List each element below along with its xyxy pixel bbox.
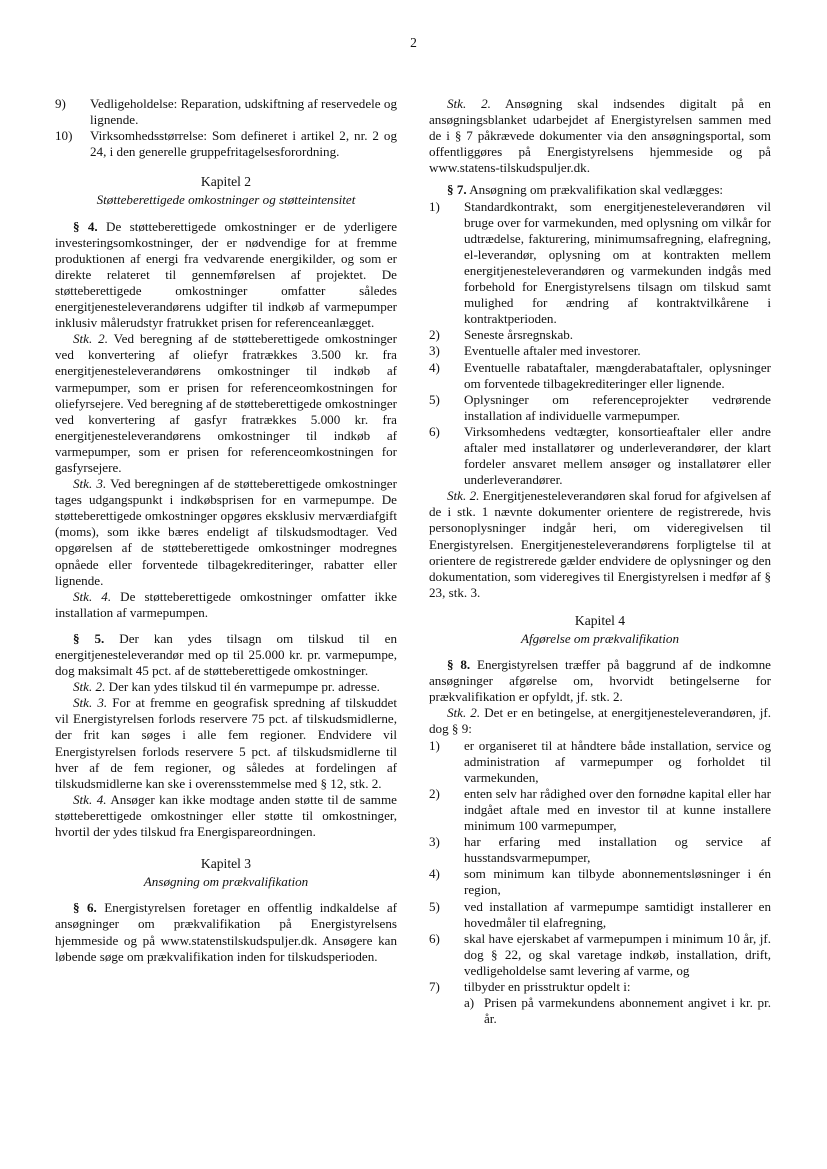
chapter-4-subtitle: Afgørelse om prækvalifikation xyxy=(520,631,680,646)
section-7-item: 2) Seneste årsregnskab. xyxy=(429,327,574,343)
stk-text: Ansøger kan ikke modtage anden støtte til de samme støtteberettigede omkostninger eller støtte til omkostninger, hvortil der ydes tilskud fra Energispareordningen. xyxy=(55,791,397,840)
section-7-item: 5) Oplysninger om referenceprojekter vedrørende installation af individuelle varmepumper. xyxy=(429,391,771,423)
section-text: De støtteberettigede omkostninger er de yderligere investeringsomkostninger, der er nødvendige for at fremme produktionen af energi fra vedvarende energikilder, og som er direkte relateret til gennemførelsen af projektet. De støtteberettigede omkostninger omfatter således energitjenesteleverandørens udgifter til indkøb af varmepumper inklusiv målerudstyr fratrukket prisen for referenceanlægget. xyxy=(55,218,398,331)
chapter-4-title: Kapitel 4 xyxy=(574,612,626,628)
section-mark: § 4. xyxy=(73,218,98,234)
section-8-item: 2) enten selv har rådighed over den fornødne kapital eller har indgået aftale med en investor til at kunne installere minimum 100 varmepumper, xyxy=(429,785,771,834)
stk-label: Stk. 2. xyxy=(447,705,481,721)
section-7-item: 1) Standardkontrakt, som energitjenesteleverandøren vil bruge over for varmekunden, med oplysning om vilkår for udtrædelse, fakturering, minimumsafregning, elafregning, el-leverandør, oplysning om at kontrakten mellem energitjenesteleverandøren og varmekunden indgås med forbehold for Energistyrelsens tilsagn om tilskud samt mulighed for ændring af kontraktvilkårene i kontraktperioden. xyxy=(429,198,771,327)
chapter-3-title: Kapitel 3 xyxy=(200,856,252,872)
section-8-sub-item: a) Prisen på varmekundens abonnement angivet i kr. pr. år. xyxy=(464,995,771,1027)
definition-item-10 xyxy=(55,128,397,160)
section-8-item: 7) tilbyder en prisstruktur opdelt i: xyxy=(429,978,631,994)
section-mark: § 8. xyxy=(447,657,471,673)
section-4-stk-3 xyxy=(55,476,397,589)
stk-text: Energitjenesteleverandøren skal forud for afgivelsen af de i stk. 1 nævnte dokumenter orientere de registrerede, hvis personoplysninger indgår heri, om videregivelsen til Energistyrelsen. Energitjenesteleverandørens forpligtelse til at orientere de registrerede gælder endvidere de oplysninger og den dokumentation, som videregives til Energistyrelsen i medfør af § 23, stk. 3. xyxy=(429,488,771,600)
section-8-item: 6) skal have ejerskabet af varmepumpen i minimum 10 år, jf. dog § 22, og skal varetage indkøb, installation, drift, vedligeholdelse samt levering af varme, og xyxy=(429,930,771,978)
section-7-stk-2 xyxy=(429,488,771,601)
section-5-stk-2 xyxy=(55,679,397,695)
stk-text: For at fremme en geografisk spredning af tilskuddet vil Energistyrelsen forlods reservere 75 pct. af tilskudsmidlerne, der frit kan søges i alle fem regioner. Endvidere vil Energistyrelsen forlods reservere 5 pct. af tilskudsmidlerne til hver af de fem regioner, og således at fordelingen af tilskudsmidlerne kan ske i overensstemmelse med § 12, stk. 2. xyxy=(55,695,397,791)
section-mark: § 6. xyxy=(73,900,97,916)
item-number: 9) xyxy=(55,96,66,111)
item-number: 10) xyxy=(55,128,73,144)
section-text: Energistyrelsen træffer på baggrund af de indkomne ansøgninger afgørelse om, hvorvidt betingelserne for prækvalifikation er opfyldt, jf. stk. 2. xyxy=(429,657,771,705)
section-8 xyxy=(429,657,771,705)
section-6-stk-2 xyxy=(429,96,771,176)
section-4-stk-4 xyxy=(55,589,397,621)
stk-text: Ved beregning af de støtteberettigede omkostninger ved konvertering af oliefyr fratrækkes 3.500 kr. fra energitjenesteleverandørens omkostninger til indkøb af varmepumper, som er prisen for referenceomkostningen for oliefyrsejere. Ved beregning af de støtteberettigede omkostninger ved konvertering af gasfyr fratrækkes 5.000 kr. fra energitjenesteleverandørens omkostninger til indkøb af varmepumper, som er prisen for referenceomkostningen for gasfyrsejere. xyxy=(55,331,397,475)
page-number: 2 xyxy=(410,35,417,50)
section-5 xyxy=(55,631,397,679)
section-8-item: 4) som minimum kan tilbyde abonnementsløsninger i én region, xyxy=(429,866,771,898)
section-mark: § 5. xyxy=(73,630,105,646)
stk-label: Stk. 4. xyxy=(73,588,112,604)
stk-text: De støtteberettigede omkostninger omfatter ikke installation af varmepumpen. xyxy=(55,588,397,620)
section-text: Energistyrelsen foretager en offentlig indkaldelse af ansøgninger om prækvalifikation på Energistyrelsens hjemmeside og på www.statenstilskudspuljer.dk. Ansøgere kan løbende søge om prækvalifikation inden for tilskudsperioden. xyxy=(55,900,397,964)
stk-text: Ved beregningen af de støtteberettigede omkostninger tages udgangspunkt i indkøbsprisen for en varmepumpe. De støtteberettigede omkostninger opgøres eksklusiv merværdiafgift (moms), som ikke bæres endeligt af tilskudsmodtager. Ved opgørelsen af de støtteberettigede omkostninger modregnes opnåede eller forventede tilbagekrediteringer, rabatter eller lignende. xyxy=(55,476,397,588)
stk-text: Ansøgning skal indsendes digitalt på en ansøgningsblanket udarbejdet af Energistyrelsen sammen med de i § 7 påkrævede dokumenter via den ansøgningsportal, som offentliggøres på Energistyrelsens hjemmeside og på www.statens-tilskudspuljer.dk. xyxy=(429,96,771,176)
section-6 xyxy=(55,900,397,964)
definition-item-9 xyxy=(55,96,397,128)
section-7-item: 6) Virksomhedens vedtægter, konsortieaftaler eller andre aftaler med installatører og underleverandører, der klart fordeler ansvaret mellem ansøger og installatører eller underleverandører. xyxy=(429,423,771,488)
chapter-2-title: Kapitel 2 xyxy=(200,174,252,190)
stk-text: Der kan ydes tilskud til én varmepumpe pr. adresse. xyxy=(108,679,380,695)
chapter-3-subtitle: Ansøgning om prækvalifikation xyxy=(143,874,309,890)
stk-label: Stk. 2. xyxy=(447,488,480,504)
stk-label: Stk. 2. xyxy=(73,331,108,347)
section-text: Der kan ydes tilsagn om tilskud til en energitjenesteleverandør med op til 25.000 kr. pr. varmepumpe, dog maksimalt 45 pct. af de støtteberettigede omkostninger. xyxy=(55,630,397,679)
section-8-stk-2 xyxy=(429,705,771,737)
section-7-item: 3) Eventuelle aftaler med investorer. xyxy=(429,343,641,359)
stk-text: Det er en betingelse, at energitjenesteleverandøren, jf. dog § 9: xyxy=(429,705,771,737)
section-7-item: 4) Eventuelle rabataftaler, mængderabataftaler, oplysninger om forventede tilbagekrediteringer eller lignende. xyxy=(429,359,771,391)
right-column xyxy=(429,96,771,1027)
item-text: Virksomhedsstørrelse: Som defineret i artikel 2, nr. 2 og 24, i den generelle gruppefritagelsesforordning. xyxy=(90,128,397,160)
section-8-item: 5) ved installation af varmepumpe samtidigt installerer en hovedmåler til elafregning, xyxy=(429,898,771,930)
section-5-stk-3 xyxy=(55,695,397,792)
section-text: Ansøgning om prækvalifikation skal vedlægges: xyxy=(469,182,724,198)
chapter-2-subtitle: Støtteberettigede omkostninger og støtteintensitet xyxy=(96,192,356,208)
stk-label: Stk. 3. xyxy=(73,476,107,492)
section-8-item: 1) er organiseret til at håndtere både installation, service og administration af varmepumper og forholdet til varmekunden, xyxy=(429,737,771,785)
section-8-item: 3) har erfaring med installation og service af husstandsvarmepumper, xyxy=(429,834,771,866)
stk-label: Stk. 2. xyxy=(73,679,106,695)
section-4-stk-2 xyxy=(55,331,397,476)
left-column xyxy=(55,96,397,965)
stk-label: Stk. 4. xyxy=(73,791,107,807)
section-4 xyxy=(55,219,397,332)
section-7 xyxy=(429,182,771,198)
section-mark: § 7. xyxy=(447,182,467,198)
stk-label: Stk. 3. xyxy=(73,695,108,711)
section-5-stk-4 xyxy=(55,792,397,840)
item-text: Vedligeholdelse: Reparation, udskiftning af reservedele og lignende. xyxy=(90,96,397,128)
stk-label: Stk. 2. xyxy=(447,96,491,111)
